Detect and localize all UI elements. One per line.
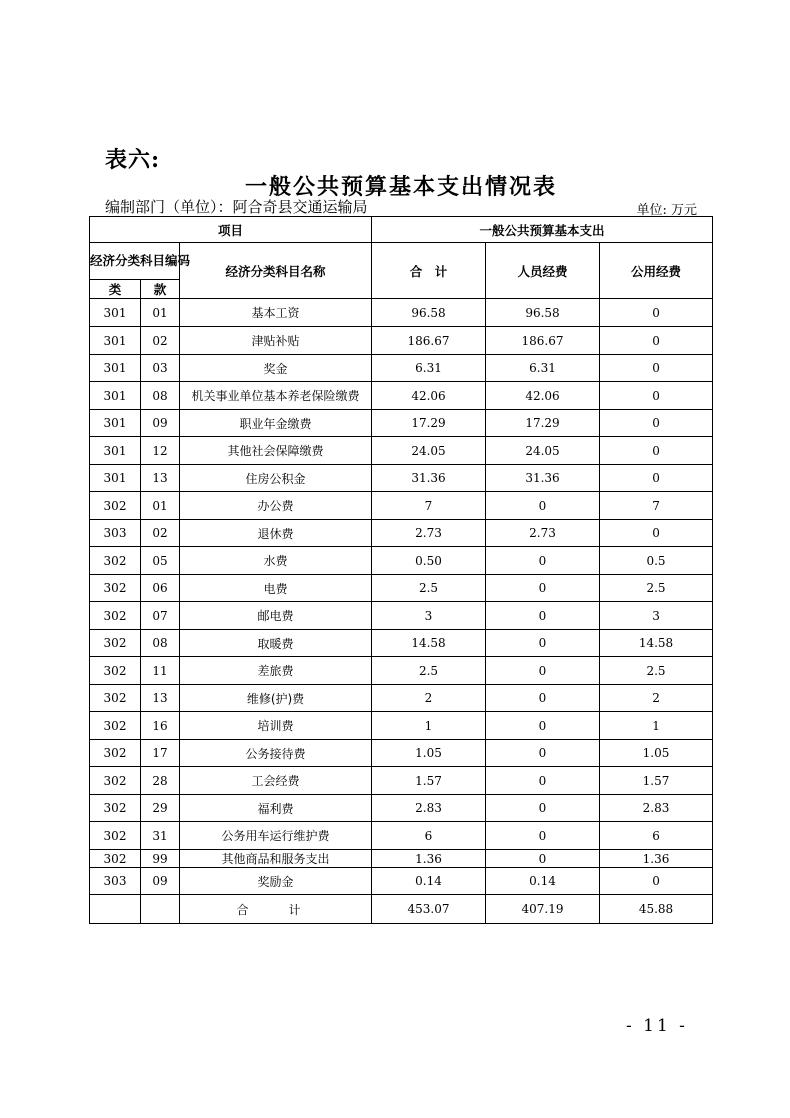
table-row	[90, 602, 713, 630]
item-code-cell: 12	[141, 437, 180, 465]
item-code-cell: 99	[141, 850, 180, 868]
personnel-amount-cell: 0	[486, 740, 600, 767]
table-row	[90, 465, 713, 492]
total-amount-cell: 1.05	[372, 740, 486, 767]
item-code-cell: 11	[141, 657, 180, 685]
public-amount-cell: 2	[600, 685, 713, 712]
public-amount-cell: 0.5	[600, 547, 713, 575]
public-amount-cell: 7	[600, 492, 713, 520]
class-code-cell: 302	[90, 547, 141, 575]
total-row	[90, 895, 713, 924]
public-amount-cell: 1.57	[600, 767, 713, 795]
class-code-cell: 301	[90, 437, 141, 465]
item-name-cell: 差旅费	[180, 657, 372, 685]
table-row	[90, 547, 713, 575]
table-row	[90, 740, 713, 767]
name-header: 经济分类科目名称	[180, 243, 372, 299]
page-number: - 11 -	[626, 1016, 688, 1036]
table-row	[90, 492, 713, 520]
class-code-cell: 303	[90, 520, 141, 547]
personnel-amount-cell: 0	[486, 492, 600, 520]
public-amount-cell: 1.05	[600, 740, 713, 767]
total-amount-cell: 2.83	[372, 795, 486, 822]
class-code-cell: 301	[90, 465, 141, 492]
item-name-cell: 工会经费	[180, 767, 372, 795]
total-amount-cell: 1.57	[372, 767, 486, 795]
total-header: 合 计	[372, 243, 486, 299]
personnel-amount-cell: 0	[486, 685, 600, 712]
personnel-total-cell: 407.19	[486, 895, 600, 924]
table-row	[90, 685, 713, 712]
personnel-amount-cell: 6.31	[486, 355, 600, 382]
class-code-cell: 301	[90, 299, 141, 327]
public-amount-cell: 0	[600, 465, 713, 492]
class-code-cell: 302	[90, 630, 141, 657]
personnel-amount-cell: 0	[486, 630, 600, 657]
personnel-amount-cell: 96.58	[486, 299, 600, 327]
table-row	[90, 355, 713, 382]
personnel-amount-cell: 0	[486, 575, 600, 602]
item-code-cell: 06	[141, 575, 180, 602]
total-amount-cell: 42.06	[372, 382, 486, 410]
class-code-cell: 302	[90, 740, 141, 767]
public-amount-cell: 0	[600, 437, 713, 465]
item-code-cell: 01	[141, 492, 180, 520]
public-amount-cell: 0	[600, 410, 713, 437]
item-name-cell: 培训费	[180, 712, 372, 740]
item-code-cell: 02	[141, 520, 180, 547]
class-code-cell: 302	[90, 850, 141, 868]
public-amount-cell: 0	[600, 382, 713, 410]
total-amount-cell: 0.14	[372, 868, 486, 895]
item-name-cell: 其他社会保障缴费	[180, 437, 372, 465]
class-code-cell: 301	[90, 327, 141, 355]
class-code-cell: 302	[90, 712, 141, 740]
item-name-cell: 邮电费	[180, 602, 372, 630]
item-code-cell: 08	[141, 382, 180, 410]
personnel-header: 人员经费	[486, 243, 600, 299]
item-name-cell: 奖金	[180, 355, 372, 382]
public-amount-cell: 2.83	[600, 795, 713, 822]
public-amount-cell: 2.5	[600, 575, 713, 602]
public-amount-cell: 0	[600, 299, 713, 327]
personnel-amount-cell: 31.36	[486, 465, 600, 492]
table-row	[90, 657, 713, 685]
class-code-cell: 303	[90, 868, 141, 895]
personnel-amount-cell: 0	[486, 767, 600, 795]
expense-group-header: 一般公共预算基本支出	[372, 217, 713, 243]
item-name-cell: 水费	[180, 547, 372, 575]
table-label: 表六:	[105, 147, 161, 173]
item-name-cell: 福利费	[180, 795, 372, 822]
table-row	[90, 767, 713, 795]
personnel-amount-cell: 186.67	[486, 327, 600, 355]
item-group-header: 项目	[90, 217, 372, 243]
table-row	[90, 712, 713, 740]
total-amount-cell: 1	[372, 712, 486, 740]
item-name-cell: 奖励金	[180, 868, 372, 895]
total-amount-cell: 2	[372, 685, 486, 712]
class-code-cell: 302	[90, 822, 141, 850]
total-amount-cell: 186.67	[372, 327, 486, 355]
class-code-cell: 301	[90, 410, 141, 437]
class-code-cell: 302	[90, 575, 141, 602]
public-total-cell: 45.88	[600, 895, 713, 924]
total-amount-cell: 31.36	[372, 465, 486, 492]
subitem-header: 款	[141, 280, 180, 299]
item-code-cell: 08	[141, 630, 180, 657]
item-name-cell: 职业年金缴费	[180, 410, 372, 437]
item-name-cell: 机关事业单位基本养老保险缴费	[180, 382, 372, 410]
item-name-cell: 办公费	[180, 492, 372, 520]
total-amount-cell: 7	[372, 492, 486, 520]
public-header: 公用经费	[600, 243, 713, 299]
total-amount-cell: 3	[372, 602, 486, 630]
personnel-amount-cell: 42.06	[486, 382, 600, 410]
total-amount-cell: 2.5	[372, 657, 486, 685]
class-code-cell: 301	[90, 355, 141, 382]
personnel-amount-cell: 0	[486, 712, 600, 740]
public-amount-cell: 0	[600, 355, 713, 382]
table-row	[90, 822, 713, 850]
total-amount-cell: 14.58	[372, 630, 486, 657]
code-header: 经济分类科目编码	[90, 243, 180, 280]
personnel-amount-cell: 0	[486, 795, 600, 822]
table-row	[90, 575, 713, 602]
personnel-amount-cell: 0	[486, 822, 600, 850]
table-row	[90, 382, 713, 410]
class-code-cell: 302	[90, 657, 141, 685]
total-amount-cell: 6	[372, 822, 486, 850]
item-name-cell: 电费	[180, 575, 372, 602]
public-amount-cell: 0	[600, 868, 713, 895]
table-row	[90, 795, 713, 822]
item-code-cell: 03	[141, 355, 180, 382]
item-code-cell: 02	[141, 327, 180, 355]
total-amount-cell: 96.58	[372, 299, 486, 327]
document-title: 一般公共预算基本支出情况表	[244, 174, 557, 200]
item-name-cell: 退休费	[180, 520, 372, 547]
class-code-cell: 301	[90, 382, 141, 410]
personnel-amount-cell: 0	[486, 602, 600, 630]
item-code-cell: 05	[141, 547, 180, 575]
empty-cell	[90, 895, 141, 924]
public-amount-cell: 1.36	[600, 850, 713, 868]
item-name-cell: 津贴补贴	[180, 327, 372, 355]
item-code-cell: 13	[141, 685, 180, 712]
total-label-cell: 合 计	[180, 895, 372, 924]
class-code-cell: 302	[90, 685, 141, 712]
item-code-cell: 07	[141, 602, 180, 630]
class-code-cell: 302	[90, 767, 141, 795]
table-row	[90, 327, 713, 355]
personnel-amount-cell: 17.29	[486, 410, 600, 437]
personnel-amount-cell: 2.73	[486, 520, 600, 547]
public-amount-cell: 0	[600, 520, 713, 547]
total-amount-cell: 1.36	[372, 850, 486, 868]
table-row	[90, 299, 713, 327]
personnel-amount-cell: 0	[486, 547, 600, 575]
personnel-amount-cell: 24.05	[486, 437, 600, 465]
public-amount-cell: 1	[600, 712, 713, 740]
class-code-cell: 302	[90, 602, 141, 630]
table-row	[90, 850, 713, 868]
public-amount-cell: 2.5	[600, 657, 713, 685]
public-amount-cell: 6	[600, 822, 713, 850]
personnel-amount-cell: 0.14	[486, 868, 600, 895]
grand-total-cell: 453.07	[372, 895, 486, 924]
item-name-cell: 取暖费	[180, 630, 372, 657]
item-code-cell: 17	[141, 740, 180, 767]
item-name-cell: 其他商品和服务支出	[180, 850, 372, 868]
class-code-cell: 302	[90, 492, 141, 520]
item-code-cell: 28	[141, 767, 180, 795]
budget-table	[89, 216, 713, 924]
item-code-cell: 29	[141, 795, 180, 822]
item-code-cell: 09	[141, 410, 180, 437]
class-header: 类	[90, 280, 141, 299]
public-amount-cell: 0	[600, 327, 713, 355]
table-row	[90, 868, 713, 895]
total-amount-cell: 24.05	[372, 437, 486, 465]
table-row	[90, 437, 713, 465]
empty-cell	[141, 895, 180, 924]
public-amount-cell: 3	[600, 602, 713, 630]
item-name-cell: 公务用车运行维护费	[180, 822, 372, 850]
table-body	[90, 299, 713, 924]
item-name-cell: 公务接待费	[180, 740, 372, 767]
unit-label: 单位: 万元	[636, 203, 697, 218]
department-line: 编制部门（单位）：阿合奇县交通运输局	[105, 198, 368, 216]
item-code-cell: 16	[141, 712, 180, 740]
table-row	[90, 410, 713, 437]
personnel-amount-cell: 0	[486, 850, 600, 868]
public-amount-cell: 14.58	[600, 630, 713, 657]
item-name-cell: 基本工资	[180, 299, 372, 327]
item-code-cell: 09	[141, 868, 180, 895]
table-row	[90, 630, 713, 657]
table-row	[90, 520, 713, 547]
total-amount-cell: 17.29	[372, 410, 486, 437]
item-name-cell: 维修(护)费	[180, 685, 372, 712]
total-amount-cell: 6.31	[372, 355, 486, 382]
total-amount-cell: 2.5	[372, 575, 486, 602]
item-code-cell: 01	[141, 299, 180, 327]
item-code-cell: 31	[141, 822, 180, 850]
total-amount-cell: 2.73	[372, 520, 486, 547]
total-amount-cell: 0.50	[372, 547, 486, 575]
personnel-amount-cell: 0	[486, 657, 600, 685]
item-name-cell: 住房公积金	[180, 465, 372, 492]
class-code-cell: 302	[90, 795, 141, 822]
item-code-cell: 13	[141, 465, 180, 492]
